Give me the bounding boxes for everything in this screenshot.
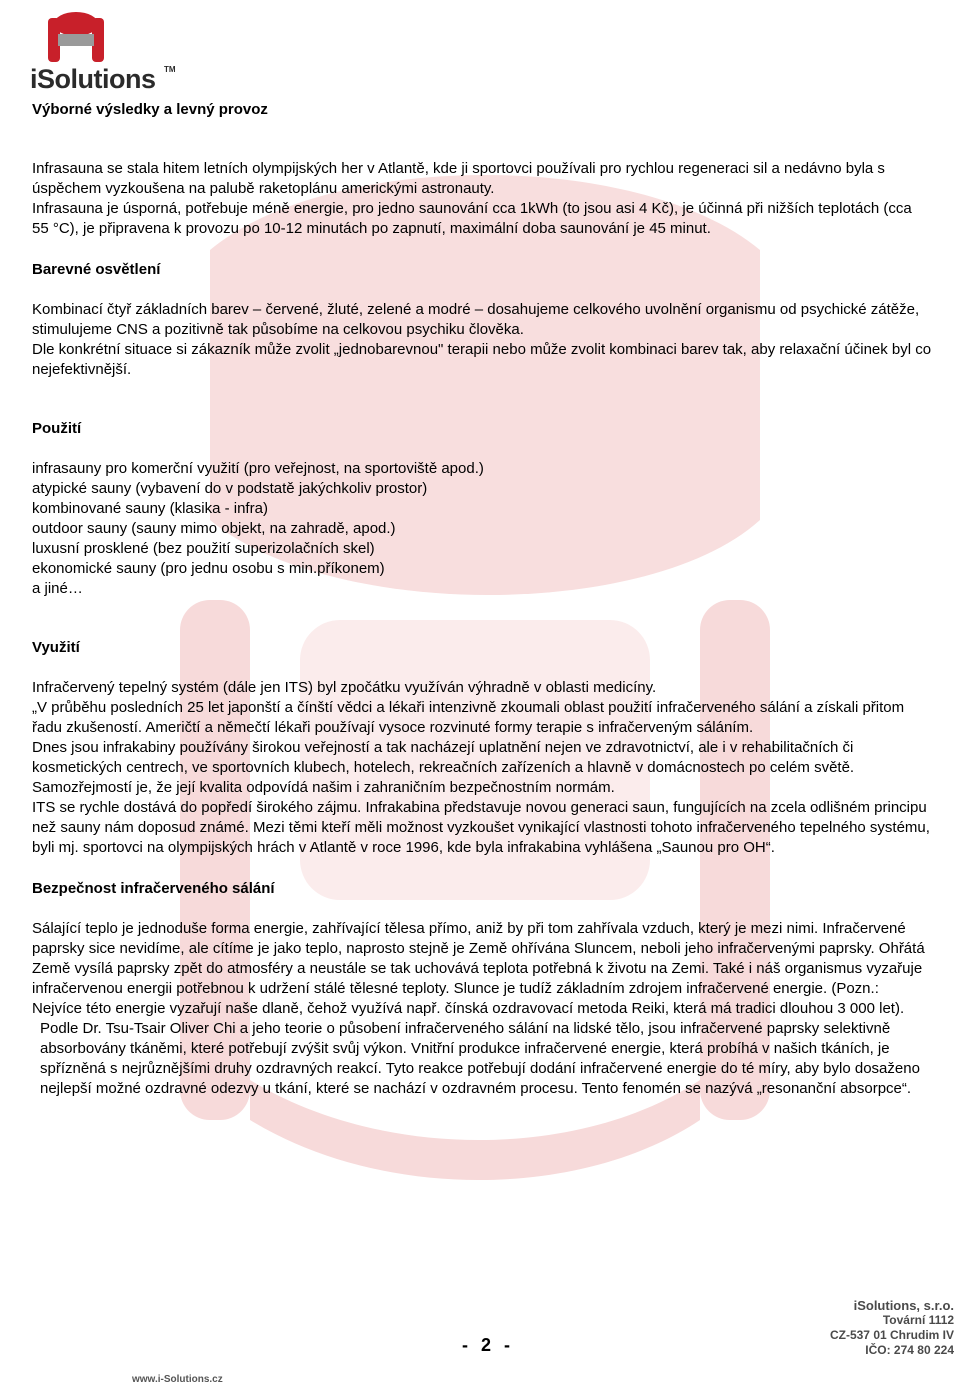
company-street: Tovární 1112 — [882, 1313, 954, 1327]
section-title: Použití — [32, 420, 82, 437]
paragraph: Infrasauna je úsporná, potřebuje méně energie, pro jedno saunování cca 1kWh (to jsou asi 4 Kč), je účinná při nižších teplotách (cca 55 °C), je připravena k provozu po 10-12 minutách po zapnutí, maximální doba saunování je 45 minut. — [32, 200, 912, 237]
company-ico: IČO: 274 80 224 — [865, 1343, 954, 1357]
section-title: Výborné výsledky a levný provoz — [32, 101, 268, 118]
paragraph: Podle Dr. Tsu-Tsair Oliver Chi a jeho teorie o působení infračerveného sálání na lidské tělo, jsou infračervené paprsky selektivně absorbovány tkáněmi, které potřebují zvýšit svůj výkon. Vnitřní produkce infračervené energie, která probíhá v našich tkáních, je spřízněná s nejrůznějšími druhy ozdravných reakcí. Tyto reakce potřebují dodání infračervené energie do té míry, aby bylo dosaženo nejlepší možné ozdravné odezvy u tkání, které se nachází v ozdravném procesu. Tento fenomén se nazývá „resonanční absorpce“. — [40, 1020, 920, 1097]
paragraph: Kombinací čtyř základních barev – červené, žluté, zelené a modré – dosahujeme celkového uvolnění organismu od psychické zátěže, stimulujeme CNS a pozitivně tak působíme na celkovou psychiku člověka. — [32, 301, 920, 338]
paragraph: Sálající teplo je jednoduše forma energie, zahřívající tělesa přímo, aniž by při tom zahřívala vzduch, který je mezi nimi. Infračervené paprsky sice nevidíme, ale cítíme je jako teplo, naprosto stejně je Země ohřívána Sluncem, neboli jeho infračervenými paprsky. Ohřátá Země vysílá paprsky zpět do atmosféry a neustále se tak uchovává teplota potřebná k životu na Zemi. Také i náš organismus vyzařuje infračervenou energii potřebnou k udržení stálé tělesné teploty. Slunce je tudíž základním zdrojem infračervené energie. (Pozn.: Nejvíce této energie vyzařují naše dlaně, čehož využívá např. čínská ozdravovací metoda Reiki, která má tradici dlouhou 3 000 let). — [32, 920, 925, 1017]
list-item: outdoor sauny (sauny mimo objekt, na zahradě, apod.) — [32, 520, 396, 537]
logo-trademark: TM — [164, 65, 176, 74]
company-city: CZ-537 01 Chrudim IV — [829, 1328, 954, 1342]
company-name: iSolutions, s.r.o. — [853, 1298, 954, 1313]
logo-text: iSolutions — [30, 64, 156, 94]
paragraph: Infrasauna se stala hitem letních olympijských her v Atlantě, kde ji sportovci používali pro rychlou regeneraci sil a nedávno byla s úspěchem vyzkoušena na palubě raketoplánu americkými astronauty. — [32, 160, 885, 197]
paragraph: Infračervený tepelný systém (dále jen ITS) byl zpočátku využíván výhradně v oblasti medicíny. — [32, 679, 657, 696]
page-number: - 2 - — [462, 1335, 515, 1355]
list-item: kombinované sauny (klasika - infra) — [32, 500, 268, 517]
list-item: infrasauny pro komerční využití (pro veřejnost, na sportoviště apod.) — [32, 460, 484, 477]
list-item: a jiné… — [32, 580, 83, 597]
list-item: ekonomické sauny (pro jednu osobu s min.příkonem) — [32, 560, 385, 577]
paragraph: Dle konkrétní situace si zákazník může zvolit „jednobarevnou" terapii nebo může zvolit kombinaci barev tak, aby relaxační účinek byl co nejefektivnější. — [32, 341, 932, 378]
list-item: atypické sauny (vybavení do v podstatě jakýchkoliv prostor) — [32, 480, 428, 497]
document-body — [32, 100, 932, 1099]
footer-website-link[interactable]: www.i-Solutions.cz — [132, 1374, 223, 1385]
list-item: luxusní prosklené (bez použití superizolačních skel) — [32, 540, 375, 557]
company-address — [830, 1298, 954, 1358]
paragraph: ITS se rychle dostává do popředí širokého zájmu. Infrakabina představuje novou generaci saun, fungujících na zcela odlišném principu než sauny nám doposud známé. Mezi těmi kteří měli možnost vyzkoušet vynikající vlastnosti tohoto infračerveného tepelného systému, byli mj. sportovci na olympijských hrách v Atlantě v roce 1996, kde byla infrakabina vyhlášena „Saunou pro OH“. — [32, 799, 930, 856]
section-title: Využití — [32, 639, 80, 656]
section-title: Barevné osvětlení — [32, 261, 161, 278]
logo-mark-icon — [40, 8, 112, 66]
paragraph: „V průběhu posledních 25 let japonští a čínští vědci a lékaři intenzivně zkoumali oblast použití infračerveného sálání a získali přitom řadu zkušeností. Američtí a němečtí lékaři používají vysoce rozvinuté formy terapie s infračerveným sáláním. — [32, 699, 905, 736]
paragraph: Dnes jsou infrakabiny používány širokou veřejností a tak nacházejí uplatnění nejen ve zdravotnictví, ale i v rehabilitačních či kosmetických centrech, ve sportovních klubech, hotelech, rekreačních zařízeních a hlavně v domácnostech po celém světě. Samozřejmostí je, že její kvalita odpovídá našim i zahraničním bezpečnostním normám. — [32, 739, 855, 796]
company-logo — [30, 8, 190, 94]
section-title: Bezpečnost infračerveného sálání — [32, 880, 275, 897]
